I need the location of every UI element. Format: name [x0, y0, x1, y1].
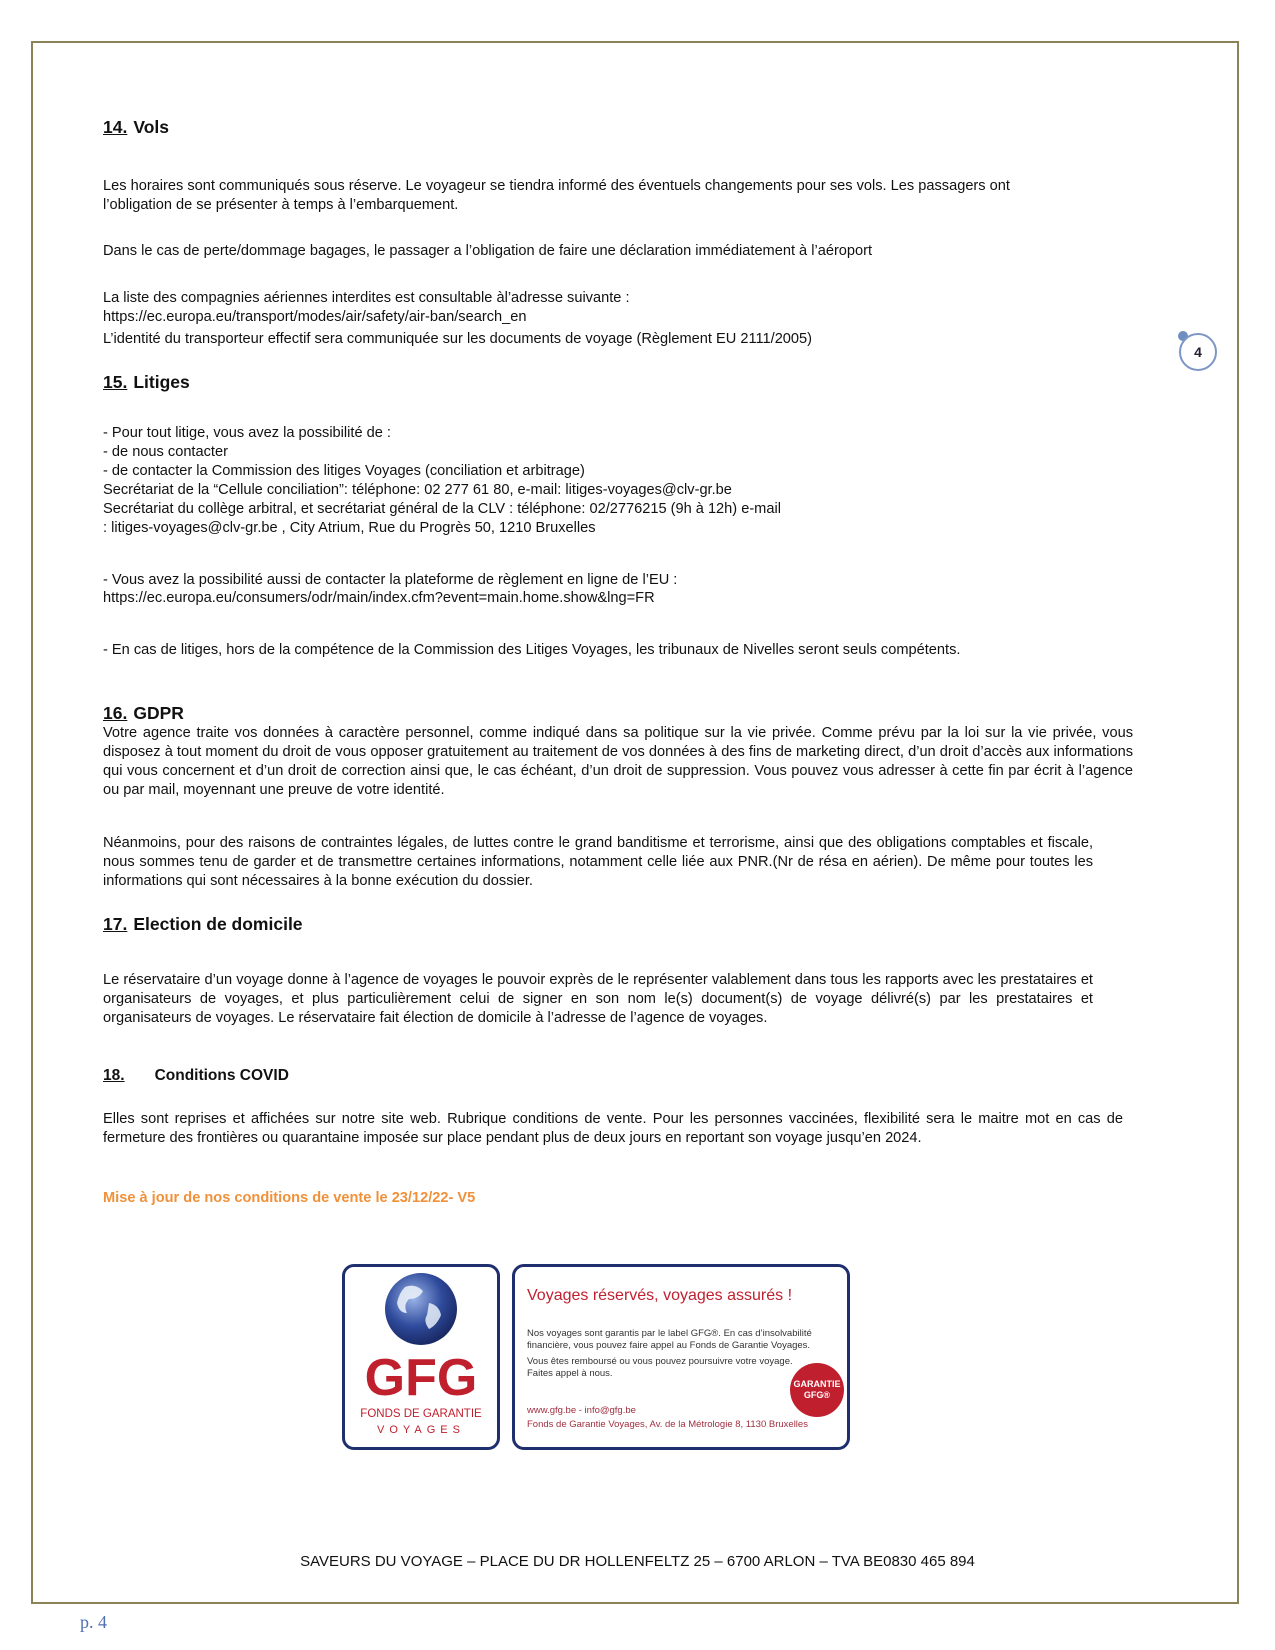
litiges-line-7: - Vous avez la possibilité aussi de contacter la plateforme de règlement en ligne de l’EU :	[103, 572, 678, 588]
gfg-info-card	[512, 1264, 850, 1450]
section-14-p4: L’identité du transporteur effectif sera communiquée sur les documents de voyage (Règlement EU 2111/2005)	[103, 331, 813, 347]
gfg-website-link[interactable]: www.gfg.be - info@gfg.be	[527, 1405, 636, 1416]
gfg-text-3: Vous êtes remboursé ou vous pouvez poursuivre votre voyage.	[527, 1356, 793, 1367]
svg-text:FONDS DE GARANTIE: FONDS DE GARANTIE	[360, 1408, 482, 1420]
litiges-line-4: Secrétariat de la “Cellule conciliation”: téléphone: 02 277 61 80, e-mail: litiges-voyages@clv-gr.be	[103, 482, 732, 498]
gfg-text-2: financière, vous pouvez faire appel au Fonds de Garantie Voyages.	[527, 1340, 811, 1351]
svg-text:VOYAGES: VOYAGES	[377, 1424, 465, 1436]
gdpr-p2: Néanmoins, pour des raisons de contraintes légales, de luttes contre le grand banditisme et terrorisme, ainsi que des obligations comptables et fiscale, nous sommes tenu de garder et de transmettre certaines informations, notamment celle liée aux PNR.(Nr de résa en aérien). De même pour toutes les informations qui sont nécessaires à la bonne exécution du dossier.	[103, 835, 1093, 889]
odr-link[interactable]: https://ec.europa.eu/consumers/odr/main/index.cfm?event=main.home.show&lng=FR	[103, 590, 655, 606]
section-18-heading: 18. Conditions COVID	[103, 1067, 289, 1084]
update-note: Mise à jour de nos conditions de vente le 23/12/22- V5	[103, 1190, 476, 1206]
gfg-title: Voyages réservés, voyages assurés !	[527, 1287, 793, 1304]
section-17-heading: 17. Election de domicile	[103, 914, 303, 934]
section-14-heading: 14. Vols	[103, 117, 169, 137]
litiges-line-3: - de contacter la Commission des litiges Voyages (conciliation et arbitrage)	[103, 463, 585, 479]
gfg-guarantee-seal: GARANTIE GFG®	[790, 1363, 844, 1417]
section-16-heading: 16. GDPR	[103, 703, 184, 723]
page-label: p. 4	[80, 1612, 107, 1632]
footer-address: SAVEURS DU VOYAGE – PLACE DU DR HOLLENFELTZ 25 – 6700 ARLON – TVA BE0830 465 894	[300, 1553, 975, 1570]
litiges-line-6: : litiges-voyages@clv-gr.be , City Atrium, Rue du Progrès 50, 1210 Bruxelles	[103, 520, 596, 536]
section-14-p2: Dans le cas de perte/dommage bagages, le passager a l’obligation de faire une déclaration immédiatement à l’aéroport	[103, 243, 873, 259]
gfg-text-4: Faites appel à nous.	[527, 1368, 613, 1379]
gfg-logo	[345, 1267, 497, 1447]
airban-link[interactable]: https://ec.europa.eu/transport/modes/air/safety/air-ban/search_en	[103, 309, 527, 325]
page-number-badge: 4	[1179, 333, 1217, 371]
section-14-p1: Les horaires sont communiqués sous réserve. Le voyageur se tiendra informé des éventuels changements pour ses vols. Les passagers ont l’obligation de se présenter à temps à l’embarquement.	[103, 178, 1010, 213]
litiges-line-5: Secrétariat du collège arbitral, et secrétariat général de la CLV : téléphone: 02/2776215 (9h à 12h) e-mail	[103, 501, 781, 517]
litiges-line-9: - En cas de litiges, hors de la compétence de la Commission des Litiges Voyages, les tribunaux de Nivelles seront seuls compétents.	[103, 642, 961, 658]
gfg-logo-card	[342, 1264, 500, 1450]
litiges-line-1: - Pour tout litige, vous avez la possibilité de :	[103, 425, 391, 441]
section-15-heading: 15. Litiges	[103, 372, 190, 392]
gdpr-p1: Votre agence traite vos données à caractère personnel, comme indiqué dans sa politique sur la vie privée. Comme prévu par la loi sur la vie privée, vous disposez à tout moment du droit de vous opposer gratuitement au traitement de vos données à des fins de marketing direct, d’un droit d’accès aux informations qui vous concernent et d’un droit de correction ainsi que, le cas échéant, d’un droit de suppression. Vous pouvez vous adresser à cette fin par écrit à l’agence ou par mail, moyennant une preuve de votre identité.	[103, 725, 1133, 798]
election-p1: Le réservataire d’un voyage donne à l’agence de voyages le pouvoir exprès de le représenter valablement dans tous les rapports avec les prestataires et organisateurs de voyages, et plus particulièrement celui de signer en son nom le(s) document(s) de voyage délivré(s) par les prestataires et organisateurs de voyages. Le réservataire fait élection de domicile à l’adresse de l’agence de voyages.	[103, 972, 1093, 1026]
svg-text:GFG: GFG	[364, 1349, 478, 1407]
litiges-line-2: - de nous contacter	[103, 444, 228, 460]
globe-icon	[385, 1273, 457, 1345]
gfg-text-1: Nos voyages sont garantis par le label GFG®. En cas d’insolvabilité	[527, 1328, 812, 1339]
covid-p1: Elles sont reprises et affichées sur notre site web. Rubrique conditions de vente. Pour les personnes vaccinées, flexibilité sera le maitre mot en cas de fermeture des frontières ou quarantaine imposée sur place pendant plus de deux jours en reportant son voyage jusqu’en 2024.	[103, 1111, 1123, 1146]
gfg-address: Fonds de Garantie Voyages, Av. de la Métrologie 8, 1130 Bruxelles	[527, 1419, 808, 1430]
section-14-p3a: La liste des compagnies aériennes interdites est consultable àl’adresse suivante :	[103, 290, 630, 306]
